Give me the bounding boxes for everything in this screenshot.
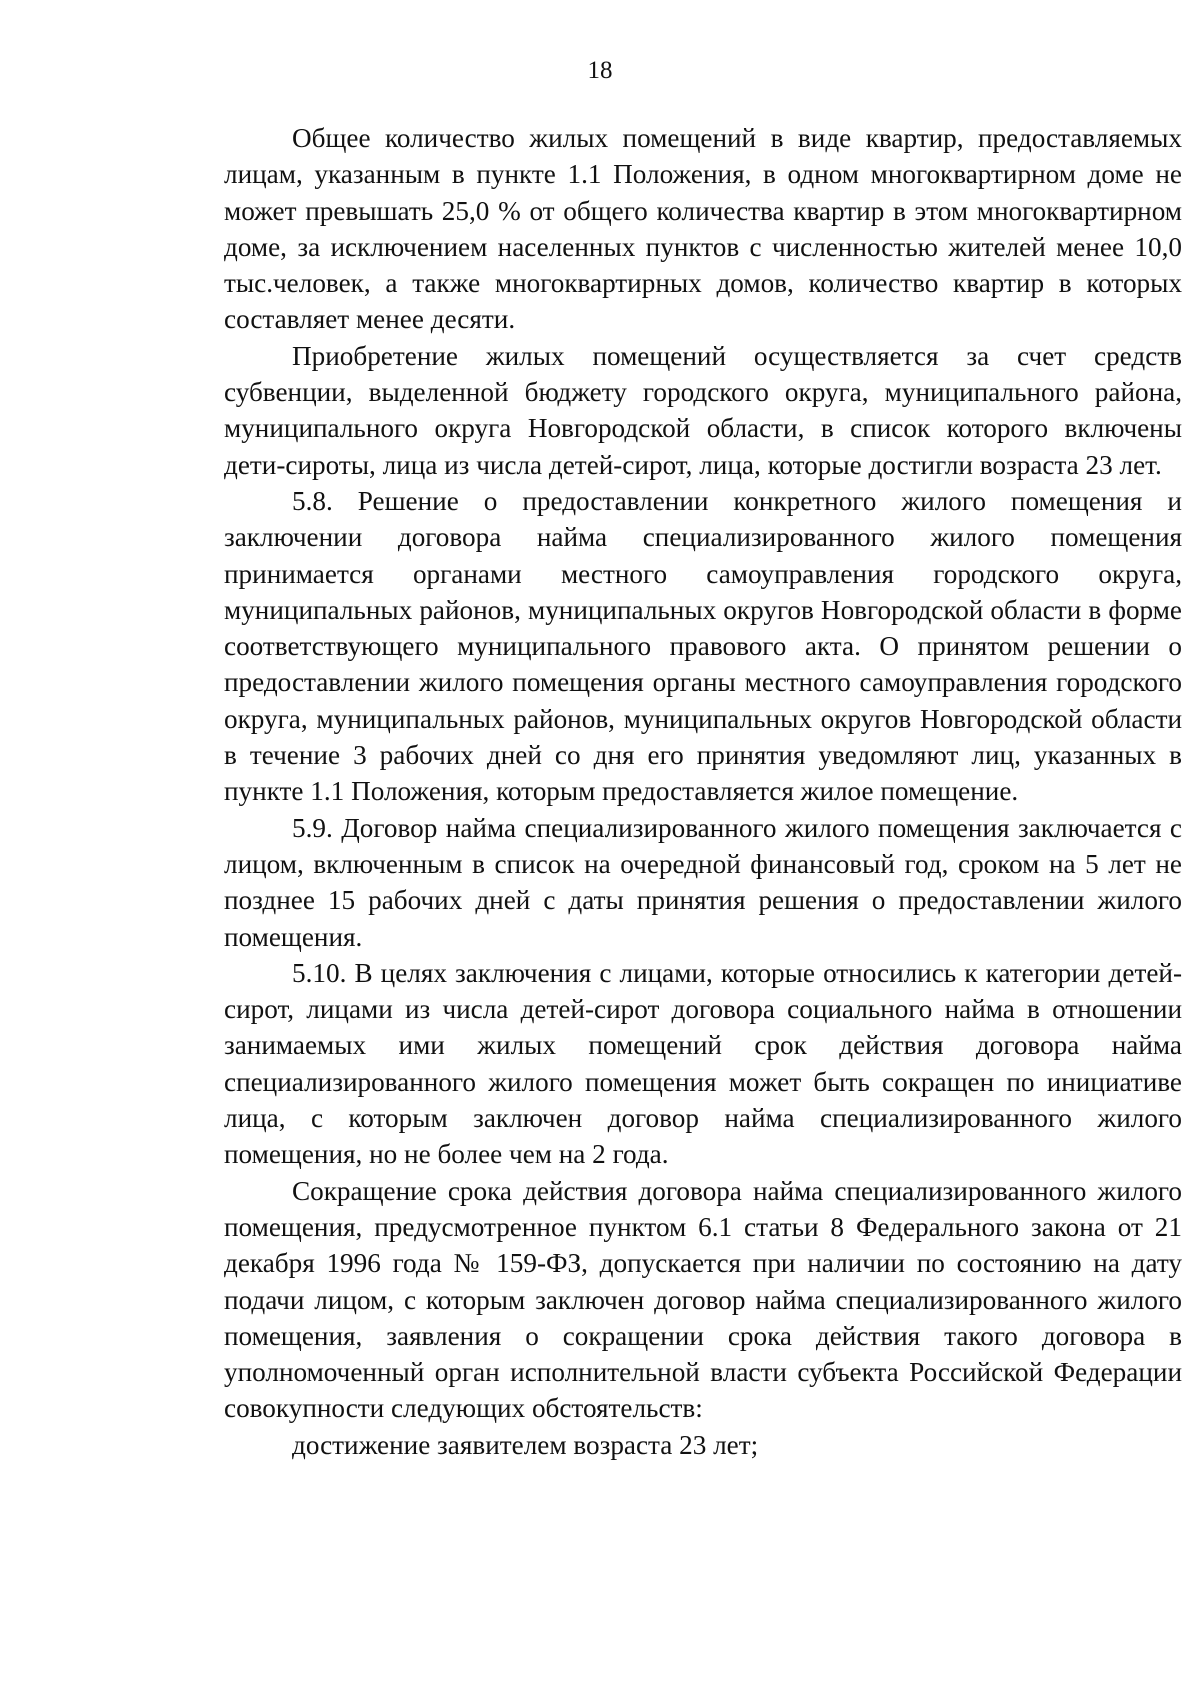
paragraph-clause-5-10: 5.10. В целях заключения с лицами, которые относились к категории детей-сирот, лицами из числа детей-сирот договора социального найма в отношении занимаемых ими жилых помещений срок действия договора найма специализированного жилого помещения может быть сокращен по инициативе лица, с которым заключен договор найма специализированного жилого помещения, но не более чем на 2 года. — [224, 957, 1182, 1170]
paragraph-clause-5-8: 5.8. Решение о предоставлении конкретного жилого помещения и заключении договора найма специализированного жилого помещения принимается органами местного самоуправления городского округа, муниципальных районов, муниципальных округов Новгородской области в форме соответствующего муниципального правового акта. О принятом решении о предоставлении жилого помещения органы местного самоуправления городского округа, муниципальных районов, муниципальных округов Новгородской области в течение 3 рабочих дней со дня его принятия уведомляют лиц, указанных в пункте 1.1 Положения, которым предоставляется жилое помещение. — [224, 485, 1182, 807]
document-body — [224, 120, 1182, 1463]
paragraph-subvention-funding: Приобретение жилых помещений осуществляется за счет средств субвенции, выделенной бюджету городского округа, муниципального района, муниципального округа Новгородской области, в список которого включены дети-сироты, лица из числа детей-сирот, лица, которые достигли возраста 23 лет. — [224, 340, 1182, 480]
paragraph-condition-age: достижение заявителем возраста 23 лет; — [292, 1429, 759, 1460]
paragraph-clause-5-9: 5.9. Договор найма специализированного жилого помещения заключается с лицом, включенным в список на очередной финансовый год, сроком на 5 лет не позднее 15 рабочих дней с даты принятия решения о предоставлении жилого помещения. — [224, 812, 1182, 952]
paragraph-term-reduction: Сокращение срока действия договора найма специализированного жилого помещения, предусмотренное пунктом 6.1 статьи 8 Федерального закона от 21 декабря 1996 года № 159-ФЗ, допускается при наличии по состоянию на дату подачи лицом, с которым заключен договор найма специализированного жилого помещения, заявления о сокращении срока действия такого договора в уполномоченный орган исполнительной власти субъекта Российской Федерации совокупности следующих обстоятельств: — [224, 1175, 1182, 1424]
page-number: 18 — [587, 57, 613, 84]
paragraph-apartment-share-limit: Общее количество жилых помещений в виде квартир, предоставляемых лицам, указанным в пункте 1.1 Положения, в одном многоквартирном доме не может превышать 25,0 % от общего количества квартир в этом многоквартирном доме, за исключением населенных пунктов с численностью жителей менее 10,0 тыс.человек, а также многоквартирных домов, количество квартир в которых составляет менее десяти. — [224, 123, 1182, 335]
